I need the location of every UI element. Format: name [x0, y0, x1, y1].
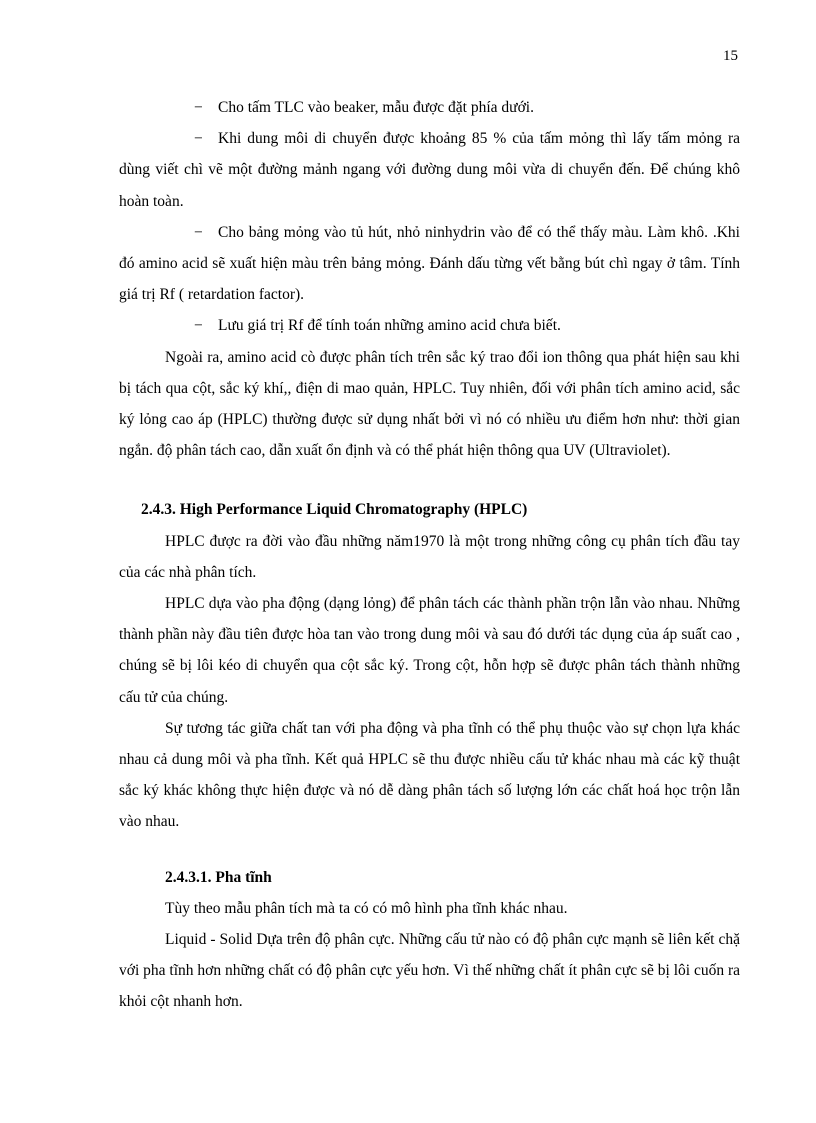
bullet-text: Lưu giá trị Rf để tính toán những amino acid chưa biết. — [218, 317, 561, 335]
bullet-text: Cho bảng mỏng vào tủ hút, nhỏ ninhydrin vào để có thể thấy màu. Làm khô. .Khi đó amino acid sẽ xuất hiện màu trên bảng mỏng. Đánh dấu từng vết bằng bút chì ngay ở tâm. Tính giá trị Rf ( retardation factor). — [119, 223, 740, 304]
pha-tinh-paragraph: Tùy theo mẫu phân tích mà ta có có mô hình pha tĩnh khác nhau. — [165, 899, 568, 917]
bullet-item — [119, 310, 740, 341]
bullet-item — [119, 92, 740, 123]
section-heading: 2.4.3. High Performance Liquid Chromatography (HPLC) — [141, 501, 528, 519]
bullet-text: Cho tấm TLC vào beaker, mẫu được đặt phía dưới. — [218, 99, 534, 116]
hplc-paragraph: HPLC dựa vào pha động (dạng lỏng) để phân tách các thành phần trộn lẫn vào nhau. Những thành phần này đầu tiên được hòa tan vào trong dung môi và sau đó dưới tác dụng của áp suất cao , chúng sẽ bị lôi kéo di chuyển qua cột sắc ký. Trong cột, hỗn hợp sẽ được phân tách thành những cấu tử của chúng. — [119, 595, 740, 706]
paragraph-other-methods: Ngoài ra, amino acid cò được phân tích trên sắc ký trao đổi ion thông qua phát hiện sau khi bị tách qua cột, sắc ký khí,, điện di mao quản, HPLC. Tuy nhiên, đối với phân tích amino acid, sắc ký lỏng cao áp (HPLC) thường được sử dụng nhất bởi vì nó có nhiều ưu điểm hơn như: thời gian ngắn. độ phân tách cao, dẫn xuất ổn định và có thể phát hiện thông qua UV (Ultraviolet). — [119, 348, 740, 460]
document-body — [119, 92, 740, 1018]
hplc-paragraph: Sự tương tác giữa chất tan với pha động và pha tĩnh có thể phụ thuộc vào sự chọn lựa khác nhau cả dung môi và pha tĩnh. Kết quả HPLC sẽ thu được nhiều cấu tử khác nhau mà các kỹ thuật sắc ký khác không thực hiện được và nó dễ dàng phân tách số lượng lớn các chất hoá học trộn lẫn vào nhau. — [119, 719, 740, 831]
page-number: 15 — [723, 48, 738, 64]
bullet-item — [119, 217, 740, 311]
bullet-dash: − — [194, 317, 203, 335]
bullet-dash: − — [194, 99, 203, 116]
subsection-heading: 2.4.3.1. Pha tĩnh — [165, 868, 272, 886]
bullet-item — [119, 123, 740, 217]
pha-tinh-paragraph: Liquid - Solid Dựa trên độ phân cực. Những cấu tử nào có độ phân cực mạnh sẽ liên kết chặ với pha tĩnh hơn những chất có độ phân cực yếu hơn. Vì thế những chất ít phân cực sẽ bị lôi cuốn ra khỏi cột nhanh hơn. — [119, 931, 740, 1011]
bullet-dash: − — [194, 223, 203, 241]
bullet-dash: − — [194, 130, 203, 148]
hplc-paragraph: HPLC được ra đời vào đầu những năm1970 là một trong những công cụ phân tích đầu tay của các nhà phân tích. — [119, 532, 740, 581]
bullet-text: Khi dung môi di chuyển được khoảng 85 % của tấm mỏng thì lấy tấm mỏng ra dùng viết chì vẽ một đường mảnh ngang với đường dung môi vừa di chuyển đến. Để chúng khô hoàn toàn. — [119, 130, 740, 210]
